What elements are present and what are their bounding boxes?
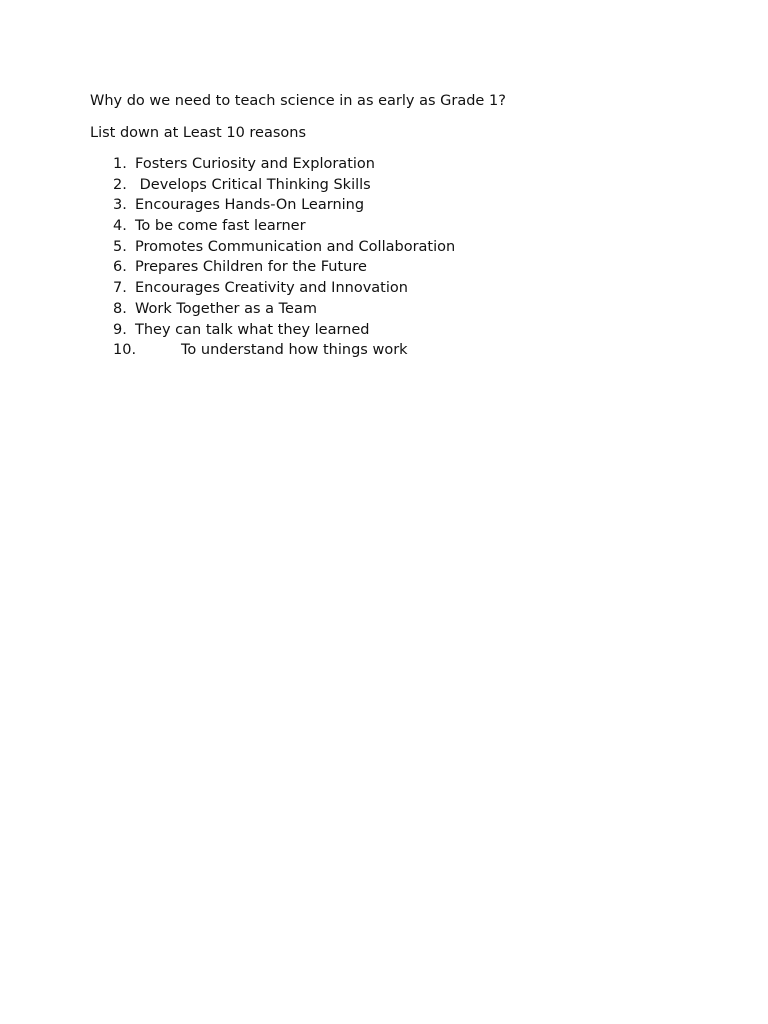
list-item-number: 3.: [113, 197, 127, 214]
list-item-number: 2.: [113, 176, 127, 193]
list-item-number: 7.: [113, 280, 127, 297]
list-item-text: To understand how things work: [181, 342, 408, 359]
list-item-text: Prepares Children for the Future: [135, 259, 367, 276]
list-item: [0, 176, 371, 197]
list-item: [0, 321, 370, 342]
instruction-text: List down at Least 10 reasons: [90, 125, 307, 141]
list-item: [0, 217, 306, 238]
list-item-text: Promotes Communication and Collaboration: [135, 238, 456, 255]
list-item-number: 4.: [113, 218, 127, 235]
list-item-text: Encourages Hands-On Learning: [135, 197, 365, 214]
list-item-number: 1.: [113, 156, 127, 172]
list-item-text: They can talk what they learned: [135, 321, 370, 338]
question-text: Why do we need to teach science in as early as Grade 1?: [90, 93, 506, 109]
list-item-number: 9.: [113, 321, 127, 338]
list-item: [0, 279, 408, 300]
list-item: [0, 155, 375, 176]
list-item: [0, 258, 367, 279]
list-item-text: Fosters Curiosity and Exploration: [135, 156, 375, 172]
list-item: [0, 196, 365, 217]
list-item-text: Develops Critical Thinking Skills: [135, 176, 371, 193]
list-item: [0, 238, 456, 259]
list-item-number: 5.: [113, 238, 127, 255]
list-item-number: 6.: [113, 259, 127, 276]
list-item-number: 8.: [113, 300, 127, 317]
list-item-text: Encourages Creativity and Innovation: [135, 280, 408, 297]
list-item-text: Work Together as a Team: [135, 300, 317, 317]
list-item: [0, 300, 317, 321]
reasons-list: [0, 155, 456, 362]
list-item-number: 10.: [113, 342, 137, 359]
list-item-text: To be come fast learner: [135, 218, 306, 235]
list-item: [0, 341, 408, 362]
